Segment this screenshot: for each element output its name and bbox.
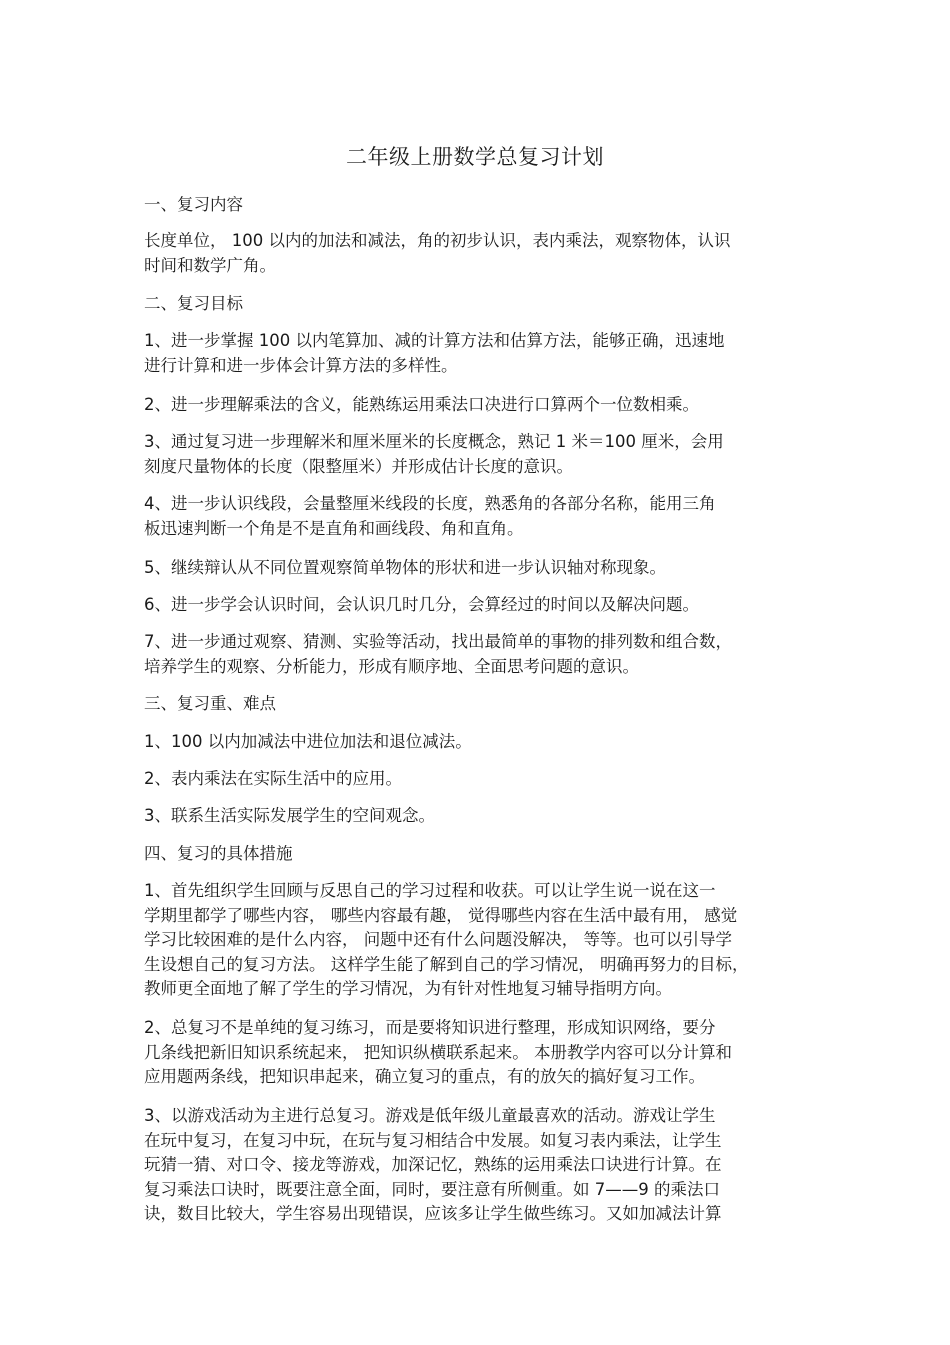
text-line: 进行计算和进一步体会计算方法的多样性。 bbox=[144, 355, 458, 375]
paragraph bbox=[144, 556, 808, 581]
text-line: 玩猜一猜、对口令、接龙等游戏，加深记忆，熟练的运用乘法口诀进行计算。在 bbox=[144, 1155, 722, 1174]
text-line: 生设想自己的复习方法。 这样学生能了解到自己的学习情况， 明确再努力的目标， bbox=[144, 954, 749, 974]
section-heading-content: 一、复习内容 bbox=[144, 195, 243, 214]
text-line: 2、表内乘法在实际生活中的应用。 bbox=[144, 769, 402, 788]
text-line: 教师更全面地了解了学生的学习情况，为有针对性地复习辅导指明方向。 bbox=[144, 979, 672, 998]
paragraph bbox=[144, 1016, 808, 1090]
text-line: 7、进一步通过观察、猜测、实验等活动，找出最简单的事物的排列数和组合数， bbox=[144, 632, 732, 651]
paragraph bbox=[144, 879, 808, 1002]
text-line: 复习乘法口诀时，既要注意全面，同时，要注意有所侧重。如 7——9 的乘法口 bbox=[144, 1179, 720, 1199]
text-line: 2、进一步理解乘法的含义，能熟练运用乘法口决进行口算两个一位数相乘。 bbox=[144, 395, 699, 414]
text-line: 应用题两条线，把知识串起来，确立复习的重点，有的放矢的搞好复习工作。 bbox=[144, 1067, 705, 1086]
paragraph bbox=[144, 1104, 808, 1227]
text-line: 5、继续辩认从不同位置观察简单物体的形状和进一步认识轴对称现象。 bbox=[144, 558, 666, 577]
text-line: 长度单位， 100 以内的加法和减法，角的初步认识，表内乘法，观察物体，认识 bbox=[144, 231, 731, 250]
paragraph bbox=[144, 329, 808, 378]
text-line: 1、进一步掌握 100 以内笔算加、减的计算方法和估算方法，能够正确，迅速地 bbox=[144, 331, 725, 350]
text-line: 学期里都学了哪些内容， 哪些内容最有趣， 觉得哪些内容在生活中最有用， 感觉 bbox=[144, 905, 738, 925]
text-line: 1、100 以内加减法中进位加法和退位减法。 bbox=[144, 732, 472, 751]
paragraph bbox=[144, 430, 808, 479]
text-line: 刻度尺量物体的长度（限整厘米）并形成估计长度的意识。 bbox=[144, 456, 573, 476]
text-line: 4、进一步认识线段，会量整厘米线段的长度，熟悉角的各部分名称，能用三角 bbox=[144, 494, 716, 513]
text-line: 几条线把新旧知识系统起来， 把知识纵横联系起来。 本册教学内容可以分计算和 bbox=[144, 1042, 732, 1062]
paragraph bbox=[144, 804, 808, 829]
text-line: 学习比较困难的是什么内容， 问题中还有什么问题没解决， 等等。也可以引导学 bbox=[144, 930, 732, 949]
paragraph bbox=[144, 593, 808, 618]
paragraph bbox=[144, 730, 808, 755]
document-title: 二年级上册数学总复习计划 bbox=[346, 145, 604, 169]
text-line: 培养学生的观察、分析能力，形成有顺序地、全面思考问题的意识。 bbox=[144, 656, 639, 676]
text-line: 在玩中复习，在复习中玩，在玩与复习相结合中发展。如复习表内乘法，让学生 bbox=[144, 1130, 722, 1150]
text-line: 3、通过复习进一步理解米和厘米厘米的长度概念，熟记 1 米＝100 厘米，会用 bbox=[144, 432, 724, 451]
paragraph bbox=[144, 630, 808, 679]
text-line: 时间和数学广角。 bbox=[144, 255, 276, 275]
section-heading-key-points: 三、复习重、难点 bbox=[144, 694, 276, 713]
text-line: 3、联系生活实际发展学生的空间观念。 bbox=[144, 806, 435, 825]
text-line: 3、以游戏活动为主进行总复习。游戏是低年级儿童最喜欢的活动。游戏让学生 bbox=[144, 1106, 716, 1125]
paragraph bbox=[144, 492, 808, 541]
text-line: 1、首先组织学生回顾与反思自己的学习过程和收获。可以让学生说一说在这一 bbox=[144, 881, 716, 900]
text-line: 2、总复习不是单纯的复习练习，而是要将知识进行整理，形成知识网络，要分 bbox=[144, 1018, 716, 1037]
paragraph bbox=[144, 767, 808, 792]
paragraph bbox=[144, 393, 808, 418]
section-heading-measures: 四、复习的具体措施 bbox=[144, 844, 293, 863]
text-line: 6、进一步学会认识时间，会认识几时几分，会算经过的时间以及解决问题。 bbox=[144, 595, 699, 614]
text-line: 板迅速判断一个角是不是直角和画线段、角和直角。 bbox=[144, 518, 524, 538]
section-heading-goals: 二、复习目标 bbox=[144, 294, 243, 313]
text-line: 诀，数目比较大，学生容易出现错误，应该多让学生做些练习。又如加减法计算 bbox=[144, 1204, 722, 1223]
paragraph bbox=[144, 229, 808, 278]
